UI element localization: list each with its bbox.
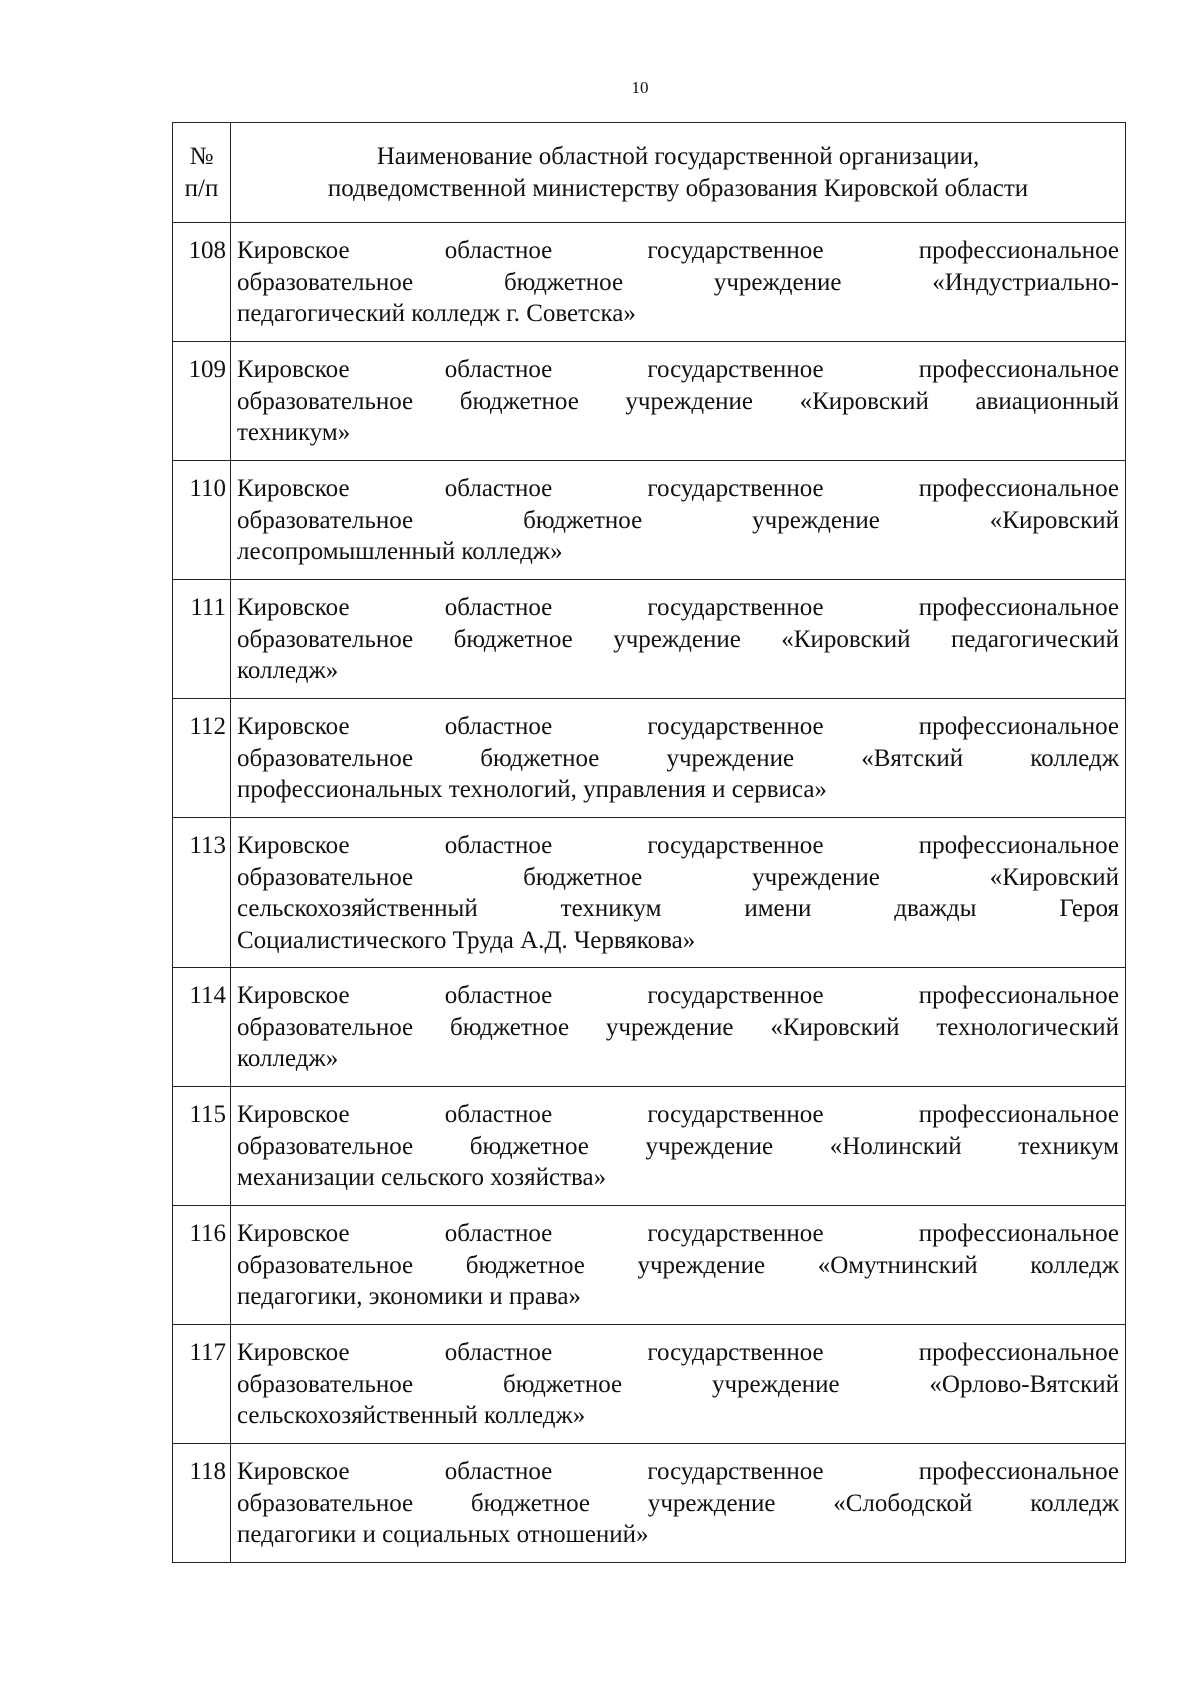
organization-name-line: колледж» <box>237 657 339 684</box>
organization-name-line: педагогический колледж г. Советска» <box>237 300 636 327</box>
table-row <box>173 818 1126 968</box>
row-number-cell: 117 <box>173 1325 231 1444</box>
organization-name-line: колледж» <box>237 1045 339 1072</box>
organization-name-line: образовательное бюджетное учреждение «Орлово-Вятский <box>237 1370 1119 1398</box>
table-body <box>173 223 1126 1563</box>
organization-name-cell <box>231 1444 1126 1563</box>
column-header-number <box>173 123 231 223</box>
organization-name-line: образовательное бюджетное учреждение «Нолинский техникум <box>237 1132 1119 1160</box>
table-header-row <box>173 123 1126 223</box>
organizations-table-container <box>172 122 1126 1563</box>
organization-name-line: Кировское областное государственное профессиональное <box>237 982 1119 1009</box>
organization-name-line: Кировское областное государственное профессиональное <box>237 1458 1119 1485</box>
table-row <box>173 1325 1126 1444</box>
organization-name-line: Кировское областное государственное профессиональное <box>237 237 1119 264</box>
row-number-cell: 109 <box>173 342 231 461</box>
organization-name-cell <box>231 1206 1126 1325</box>
row-number-cell: 114 <box>173 968 231 1087</box>
organization-name-cell <box>231 968 1126 1087</box>
row-number-cell: 115 <box>173 1087 231 1206</box>
row-number-cell: 108 <box>173 223 231 342</box>
organization-name-line: профессиональных технологий, управления и сервиса» <box>237 776 827 803</box>
organization-name-line: образовательное бюджетное учреждение «Кировский технологический <box>237 1013 1119 1041</box>
table-row <box>173 1087 1126 1206</box>
table-row <box>173 699 1126 818</box>
organizations-table <box>172 122 1126 1563</box>
table-row <box>173 1206 1126 1325</box>
organization-name-line: педагогики и социальных отношений» <box>237 1521 649 1548</box>
table-row <box>173 580 1126 699</box>
table-row <box>173 461 1126 580</box>
table-row <box>173 1444 1126 1563</box>
row-number-cell: 113 <box>173 818 231 968</box>
page-number: 10 <box>631 78 649 97</box>
organization-name-line: Кировское областное государственное профессиональное <box>237 1220 1119 1247</box>
organization-name-line: образовательное бюджетное учреждение «Вятский колледж <box>237 744 1119 772</box>
organization-name-line: Кировское областное государственное профессиональное <box>237 594 1119 621</box>
column-header-name-line1: Наименование областной государственной организации, <box>376 143 980 170</box>
column-header-number-line1: № <box>189 143 214 170</box>
organization-name-line: Социалистического Труда А.Д. Червякова» <box>237 926 696 954</box>
organization-name-cell <box>231 699 1126 818</box>
organization-name-cell <box>231 223 1126 342</box>
organization-name-line: Кировское областное государственное профессиональное <box>237 1339 1119 1366</box>
row-number-cell: 118 <box>173 1444 231 1563</box>
organization-name-line: техникум» <box>237 419 351 446</box>
organization-name-line: лесопромышленный колледж» <box>237 538 563 565</box>
organization-name-line: образовательное бюджетное учреждение «Кировский <box>237 863 1119 891</box>
organization-name-line: образовательное бюджетное учреждение «Омутнинский колледж <box>237 1251 1119 1279</box>
organization-name-line: педагогики, экономики и права» <box>237 1283 581 1310</box>
row-number-cell: 110 <box>173 461 231 580</box>
row-number-cell: 116 <box>173 1206 231 1325</box>
organization-name-line: Кировское областное государственное профессиональное <box>237 832 1119 859</box>
organization-name-line: механизации сельского хозяйства» <box>237 1164 607 1191</box>
organization-name-line: образовательное бюджетное учреждение «Кировский педагогический <box>237 625 1119 653</box>
organization-name-line: образовательное бюджетное учреждение «Индустриально- <box>237 268 1119 296</box>
organization-name-line: сельскохозяйственный колледж» <box>237 1402 586 1429</box>
row-number-cell: 111 <box>173 580 231 699</box>
organization-name-line: образовательное бюджетное учреждение «Кировский <box>237 506 1119 534</box>
organization-name-cell <box>231 580 1126 699</box>
organization-name-cell <box>231 818 1126 968</box>
column-header-number-line2: п/п <box>184 174 219 202</box>
organization-name-line: сельскохозяйственный техникум имени дважды Героя <box>237 895 1119 922</box>
table-header <box>173 123 1126 223</box>
organization-name-cell <box>231 342 1126 461</box>
organization-name-line: Кировское областное государственное профессиональное <box>237 713 1119 740</box>
organization-name-cell <box>231 1087 1126 1206</box>
organization-name-line: Кировское областное государственное профессиональное <box>237 1101 1119 1128</box>
organization-name-line: образовательное бюджетное учреждение «Кировский авиационный <box>237 387 1119 415</box>
column-header-name <box>231 123 1126 223</box>
organization-name-line: образовательное бюджетное учреждение «Слободской колледж <box>237 1489 1119 1517</box>
organization-name-line: Кировское областное государственное профессиональное <box>237 356 1119 383</box>
table-row <box>173 342 1126 461</box>
row-number-cell: 112 <box>173 699 231 818</box>
organization-name-cell <box>231 461 1126 580</box>
table-row <box>173 223 1126 342</box>
table-row <box>173 968 1126 1087</box>
column-header-name-line2: подведомственной министерству образования Кировской области <box>327 174 1029 202</box>
organization-name-cell <box>231 1325 1126 1444</box>
organization-name-line: Кировское областное государственное профессиональное <box>237 475 1119 502</box>
